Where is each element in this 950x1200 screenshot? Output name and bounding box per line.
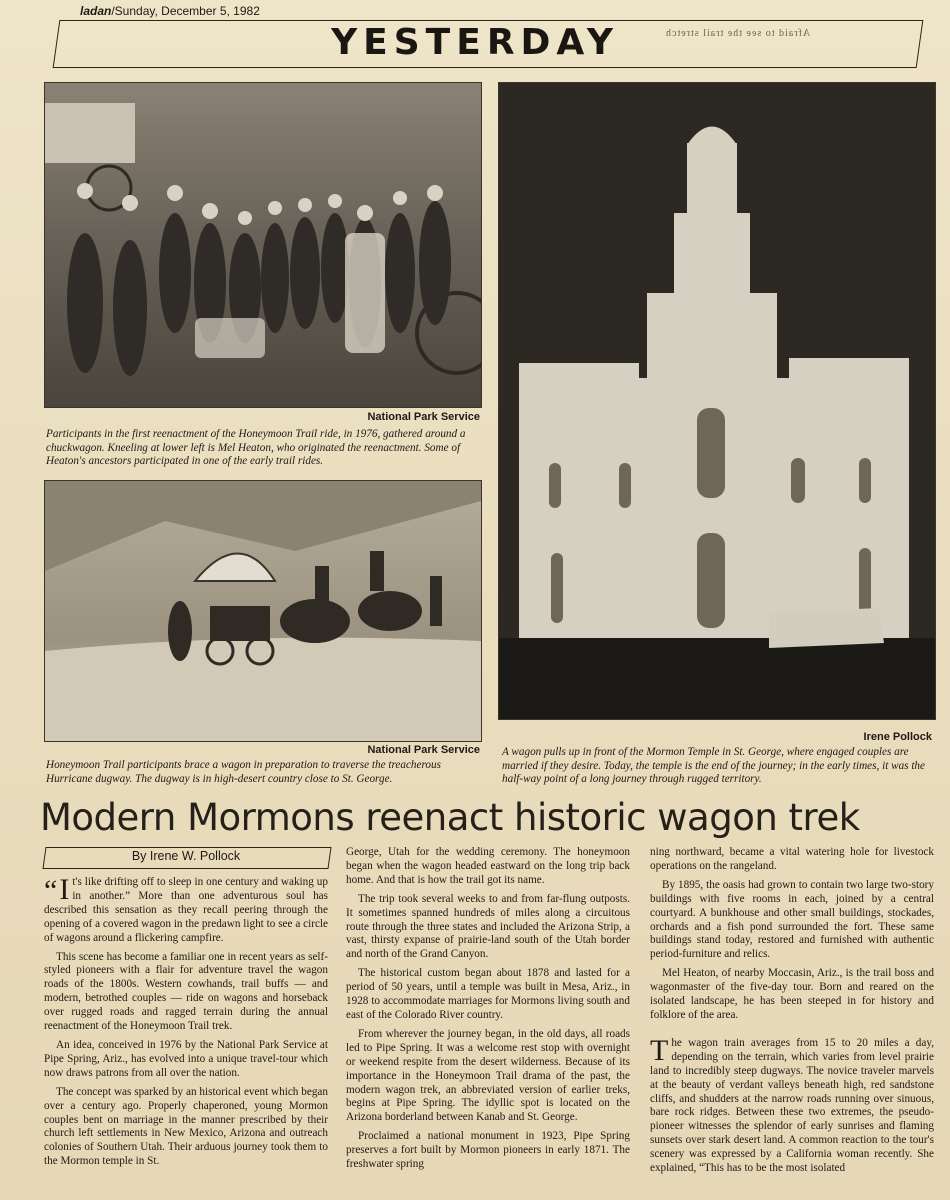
article-column-2 — [346, 846, 630, 1177]
bleed-through-text: Afraid to see the trail stretch — [665, 28, 811, 39]
paragraph: The historical custom began about 1878 and lasted for a period of 50 years, until a temple was built in Mesa, Ariz., in 1928 to accommodate marriages for Mormons living south and east of the Colorado River country. — [346, 967, 630, 1021]
paper-name-fragment: ladan — [80, 4, 112, 18]
photo-caption-bottom-left: Honeymoon Trail participants brace a wagon in preparation to traverse the treacherous Hurricane dugway. The dugway is in high-desert country close to St. George. — [46, 759, 441, 785]
photo-chuckwagon-group-image — [45, 83, 481, 407]
drop-cap: T — [650, 1033, 669, 1067]
photo-mormon-temple-image — [499, 83, 935, 719]
paragraph: George, Utah for the wedding ceremony. The honeymoon began when the wagon headed eastward on the long trip back home. And that is how the trail got its name. — [346, 846, 630, 886]
photo-chuckwagon-group — [44, 82, 482, 408]
article-column-3 — [650, 846, 934, 1181]
paragraph: Proclaimed a national monument in 1923, Pipe Spring preserves a fort built by Mormon pioneers in early 1871. The freshwater spring — [346, 1130, 630, 1171]
article-column-1 — [44, 873, 328, 1174]
paragraph: ning northward, became a vital watering hole for livestock operations on the rangeland. — [650, 846, 934, 872]
paragraph: The trip took several weeks to and from far-flung outposts. It sometimes spanned hundreds of miles along a circuitous route through the three states and included the Arizona Strip, a vast, thirsty expanse of prairie-land south of the Utah border and north of the Grand Canyon. — [346, 892, 630, 961]
issue-date: /Sunday, December 5, 1982 — [111, 4, 260, 18]
article-headline: Modern Mormons reenact historic wagon trek — [40, 796, 860, 839]
section-title: YESTERDAY — [331, 22, 619, 63]
drop-cap: I — [59, 873, 70, 906]
photo-credit-top-left: National Park Service — [367, 411, 480, 423]
photo-wagon-dugway — [44, 480, 482, 742]
photo-mormon-temple — [498, 82, 936, 720]
open-quote-mark: “ — [44, 874, 58, 907]
photo-credit-bottom-left: National Park Service — [367, 744, 480, 756]
photo-caption-right: A wagon pulls up in front of the Mormon Temple in St. George, where engaged couples are married if they desire. Today, the temple is the end of the journey; in the early times, it was the half-way point of a long journey through rugged territory. — [502, 746, 925, 785]
paragraph: Mel Heaton, of nearby Moccasin, Ariz., is the trail boss and wagonmaster of the five-day tour. Born and reared on the isolated landscape, he has been steeped in for history and folklore of the area. — [650, 967, 934, 1021]
photo-caption-top-left: Participants in the first reenactment of the Honeymoon Trail ride, in 1976, gathered around a chuckwagon. Kneeling at lower left is Mel Heaton, who originated the reenactment. Some of Heaton's ancestors participated in one of the early trail rides. — [46, 428, 466, 467]
photo-credit-right: Irene Pollock — [863, 731, 932, 743]
paragraph: “ I t's like drifting off to sleep in one century and waking up in another.” More than one adventurous soul has described this sensation as they recall peering through the opening of a covered wagon in the predawn light to see a circle of wagons around a flickering campfire. — [44, 873, 328, 944]
photo-wagon-dugway-image — [45, 481, 481, 741]
paragraph: From wherever the journey began, in the old days, all roads led to Pipe Spring. It was a welcome rest stop with overnight or weekend respite from the desert wilderness. Because of its importance in the Honeymoon Trail drama of the past, the modern wagon trek, an abbreviated version of earlier treks, begins at Pipe Spring. The idyllic spot is located on the Arizona borderland between Kanab and St. George. — [346, 1027, 630, 1124]
paragraph: The concept was sparked by an historical event which began over a century ago. Properly chaperoned, young Mormon couples bent on marriage in the manner prescribed by their church left settlements in New Mexico, Arizona and outreach colonies of Southern Utah. Their arduous journey took them to the Mormon temple in St. — [44, 1085, 328, 1168]
dateline — [80, 4, 260, 18]
paragraph: This scene has become a familiar one in recent years as self-styled pioneers with a flair for adventure travel the wagon roads of the 1800s. Western cowhands, trail buffs — and modern, betrothed couples — ride on wagons and horseback over rugged roads and ragged terrain during the annual reenactment of the Honeymoon Trail trek. — [44, 950, 328, 1033]
paragraph: The wagon train averages from 15 to 20 miles a day, depending on the terrain, which varies from level prairie land to incredibly steep dugways. The novice traveler marvels at the beauty of verdant valleys beneath high, red sandstone cliffs, and shudders at the narrow roads running over sinuous, bare rock ridges. Between these two extremes, the pseudo-pioneer witnesses the splendor of early sunrises and flaming sunsets over stark desert land. A common reaction to the tour's scenery was expressed by a California woman recently. She explained, “This has to be the most isolated — [650, 1033, 934, 1175]
paragraph: An idea, conceived in 1976 by the National Park Service at Pipe Spring, Ariz., has evolved into a unique travel-tour which now draws patrons from all over the nation. — [44, 1038, 328, 1079]
paragraph: By 1895, the oasis had grown to contain two large two-story buildings with five rooms in each, joined by a central courtyard. A bunkhouse and other small buildings, stockades, orchards and a fish pond surrounded the fort. These same buildings stand today, restored and furnished with authentic period-furniture and relics. — [650, 878, 934, 961]
byline: By Irene W. Pollock — [131, 849, 241, 863]
